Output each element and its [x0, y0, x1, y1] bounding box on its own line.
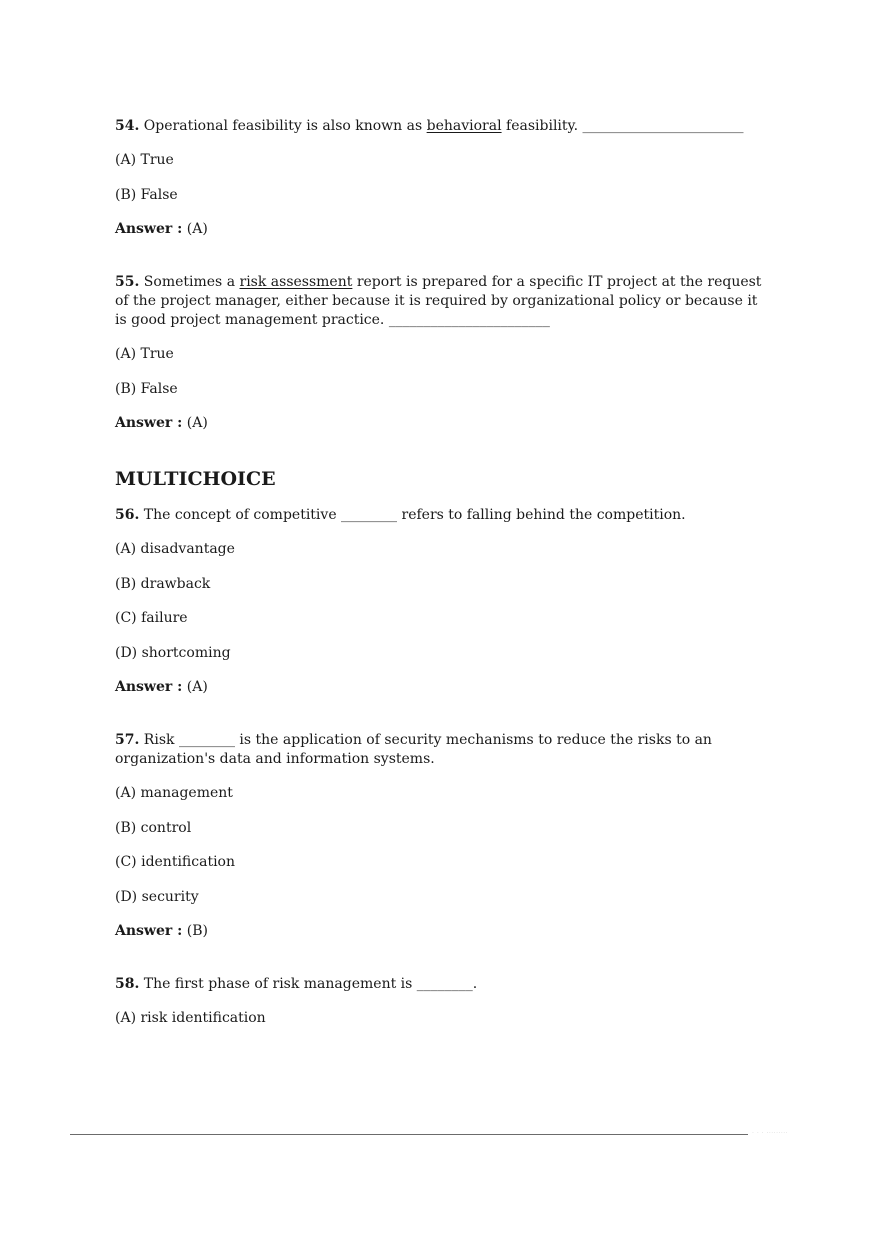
question-number: 54. [115, 118, 140, 134]
underlined-term: risk assessment [239, 274, 353, 290]
answer-value: (B) [182, 923, 208, 939]
question-number: 57. [115, 732, 140, 748]
answer-value: (A) [182, 221, 208, 237]
question-text [115, 117, 765, 136]
answer-label: Answer : [115, 923, 183, 939]
option-a: (A) management [115, 785, 233, 801]
footer-watermark: · · · ········· [752, 1130, 789, 1137]
question-58 [115, 975, 765, 1028]
question-text [115, 975, 765, 994]
answer [115, 414, 765, 433]
question-text [115, 273, 765, 330]
answer-label: Answer : [115, 415, 183, 431]
section-title: MULTICHOICE [115, 468, 276, 490]
question-text [115, 506, 765, 525]
answer [115, 922, 765, 941]
answer [115, 678, 765, 697]
option-a: (A) True [115, 152, 174, 168]
option-a: (A) disadvantage [115, 541, 235, 557]
question-number: 58. [115, 976, 140, 992]
question-text [115, 731, 765, 769]
footer-divider [70, 1134, 748, 1135]
option-c: (C) failure [115, 610, 188, 626]
option-a: (A) True [115, 346, 174, 362]
option-b: (B) control [115, 819, 192, 836]
option-c: (C) identification [115, 854, 236, 870]
option-b: (B) False [115, 380, 178, 397]
question-56 [115, 506, 765, 697]
question-54 [115, 117, 765, 239]
answer-value: (A) [182, 679, 208, 695]
question-text-part: Risk ________ is the application of security mechanisms to reduce the risks to an organization's data and information systems. [115, 732, 712, 767]
question-text-part: report is prepared for a specific IT project at the request of the project manager, either because it is required by organizational policy or because it is good project management practice. _______________________ [115, 274, 762, 328]
answer-value: (A) [182, 415, 208, 431]
option-b: (B) drawback [115, 575, 211, 592]
option-d: (D) security [115, 888, 199, 905]
question-number: 56. [115, 507, 140, 523]
question-text-part: The concept of competitive ________ refers to falling behind the competition. [139, 507, 686, 523]
question-text-part: Sometimes a [139, 274, 240, 290]
answer [115, 220, 765, 239]
option-b: (B) False [115, 186, 178, 203]
answer-label: Answer : [115, 679, 183, 695]
option-d: (D) shortcoming [115, 644, 231, 661]
question-text-part: Operational feasibility is also known as [139, 118, 427, 134]
question-text-part: feasibility. _______________________ [501, 118, 744, 134]
option-a: (A) risk identification [115, 1010, 266, 1026]
question-text-part: The first phase of risk management is ________. [139, 976, 478, 992]
question-55 [115, 273, 765, 433]
question-57 [115, 731, 765, 941]
answer-label: Answer : [115, 221, 183, 237]
question-number: 55. [115, 274, 140, 290]
underlined-term: behavioral [426, 118, 502, 134]
document-page [115, 117, 765, 1062]
